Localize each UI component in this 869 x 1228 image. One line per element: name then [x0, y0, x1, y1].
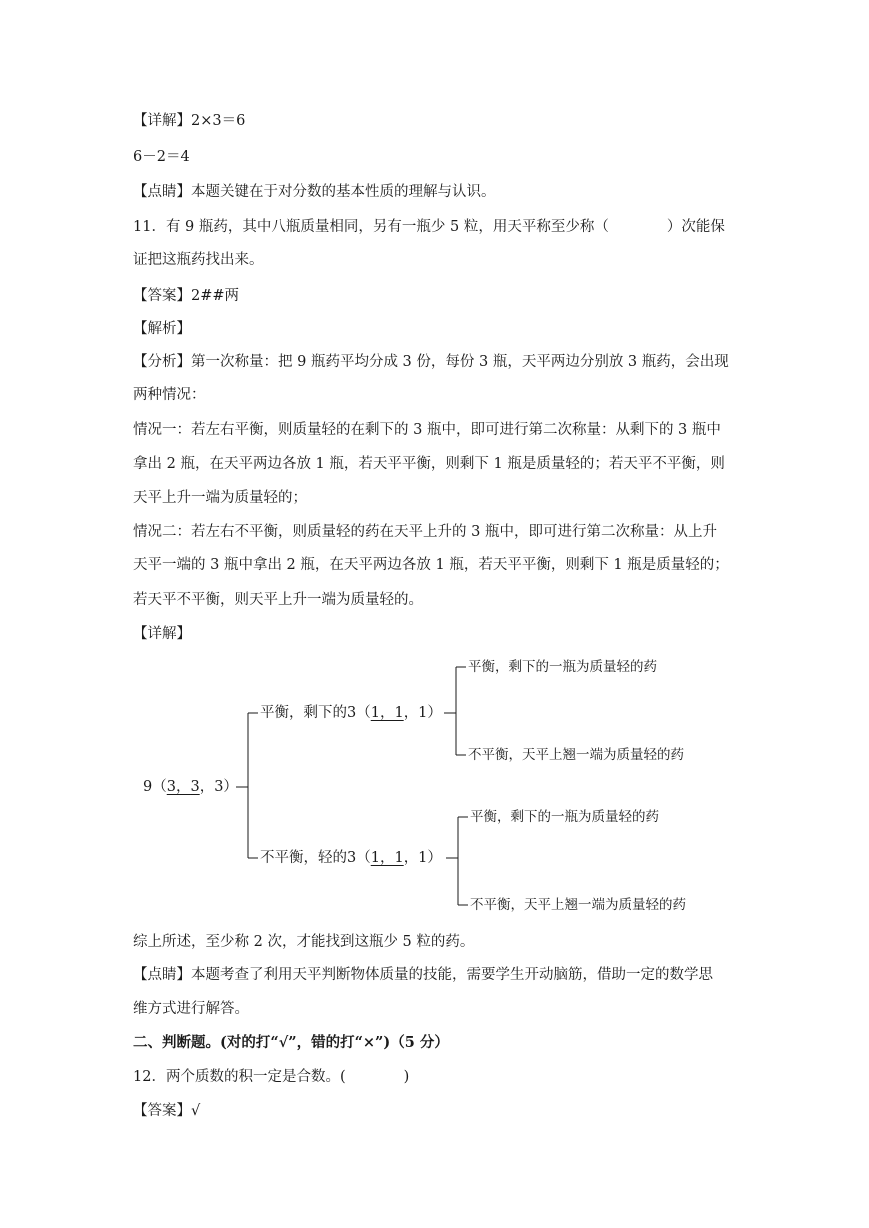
- analysis-line2: 两种情况：: [133, 387, 206, 403]
- question-11-line1: 11．有 9 瓶药，其中八瓶质量相同，另有一瓶少 5 粒，用天平称至少称（ ）次能保: [133, 219, 725, 235]
- detail-calc-1: 【详解】2×3＝6: [133, 113, 246, 129]
- tree-leaf-unbalanced-balanced: 平衡，剩下的一瓶为质量轻的药: [470, 809, 659, 825]
- remark-q11-line2: 维方式进行解答。: [133, 1001, 249, 1017]
- tree-leaf-balanced-balanced: 平衡，剩下的一瓶为质量轻的药: [468, 659, 657, 675]
- detail-heading: 【详解】: [133, 626, 191, 642]
- question-11-line2: 证把这瓶药找出来。: [133, 252, 264, 268]
- analysis-heading: 【解析】: [133, 321, 191, 337]
- remark-q10: 【点睛】本题关键在于对分数的基本性质的理解与认识。: [133, 184, 496, 200]
- answer-11: 【答案】2##两: [133, 288, 240, 304]
- case1-line2: 拿出 2 瓶，在天平两边各放 1 瓶，若天平平衡，则剩下 1 瓶是质量轻的；若天平不平衡，则: [133, 456, 725, 472]
- detail-calc-2: 6－2＝4: [133, 149, 190, 165]
- remark-q11-line1: 【点睛】本题考查了利用天平判断物体质量的技能，需要学生开动脑筋，借助一定的数学思: [133, 967, 713, 983]
- case1-line3: 天平上升一端为质量轻的；: [133, 490, 307, 506]
- tree-branch-balanced: 平衡，剩下的3（1，1，1）: [260, 705, 442, 721]
- case2-line3: 若天平不平衡，则天平上升一端为质量轻的。: [133, 592, 423, 608]
- tree-branch-unbalanced: 不平衡，轻的3（1，1，1）: [260, 850, 442, 866]
- answer-12: 【答案】√: [133, 1103, 201, 1119]
- analysis-line1: 【分析】第一次称量：把 9 瓶药平均分成 3 份，每份 3 瓶，天平两边分别放 3 瓶药，会出现: [133, 354, 729, 370]
- summary: 综上所述，至少称 2 次，才能找到这瓶少 5 粒的药。: [133, 934, 475, 950]
- case2-line1: 情况二：若左右不平衡，则质量轻的药在天平上升的 3 瓶中，即可进行第二次称量：从上升: [133, 524, 717, 540]
- tree-leaf-balanced-unbalanced: 不平衡，天平上翘一端为质量轻的药: [468, 747, 684, 763]
- question-12: 12．两个质数的积一定是合数。( ): [133, 1069, 410, 1085]
- case1-line1: 情况一：若左右平衡，则质量轻的在剩下的 3 瓶中，即可进行第二次称量：从剩下的 3 瓶中: [133, 422, 721, 438]
- tree-root: 9（3，3，3）: [143, 779, 238, 795]
- case2-line2: 天平一端的 3 瓶中拿出 2 瓶，在天平两边各放 1 瓶，若天平平衡，则剩下 1 瓶是质量轻的；: [133, 557, 729, 573]
- section-2-heading: 二、判断题。(对的打“√”，错的打“×”)（5 分）: [133, 1034, 449, 1051]
- tree-leaf-unbalanced-unbalanced: 不平衡，天平上翘一端为质量轻的药: [470, 897, 686, 913]
